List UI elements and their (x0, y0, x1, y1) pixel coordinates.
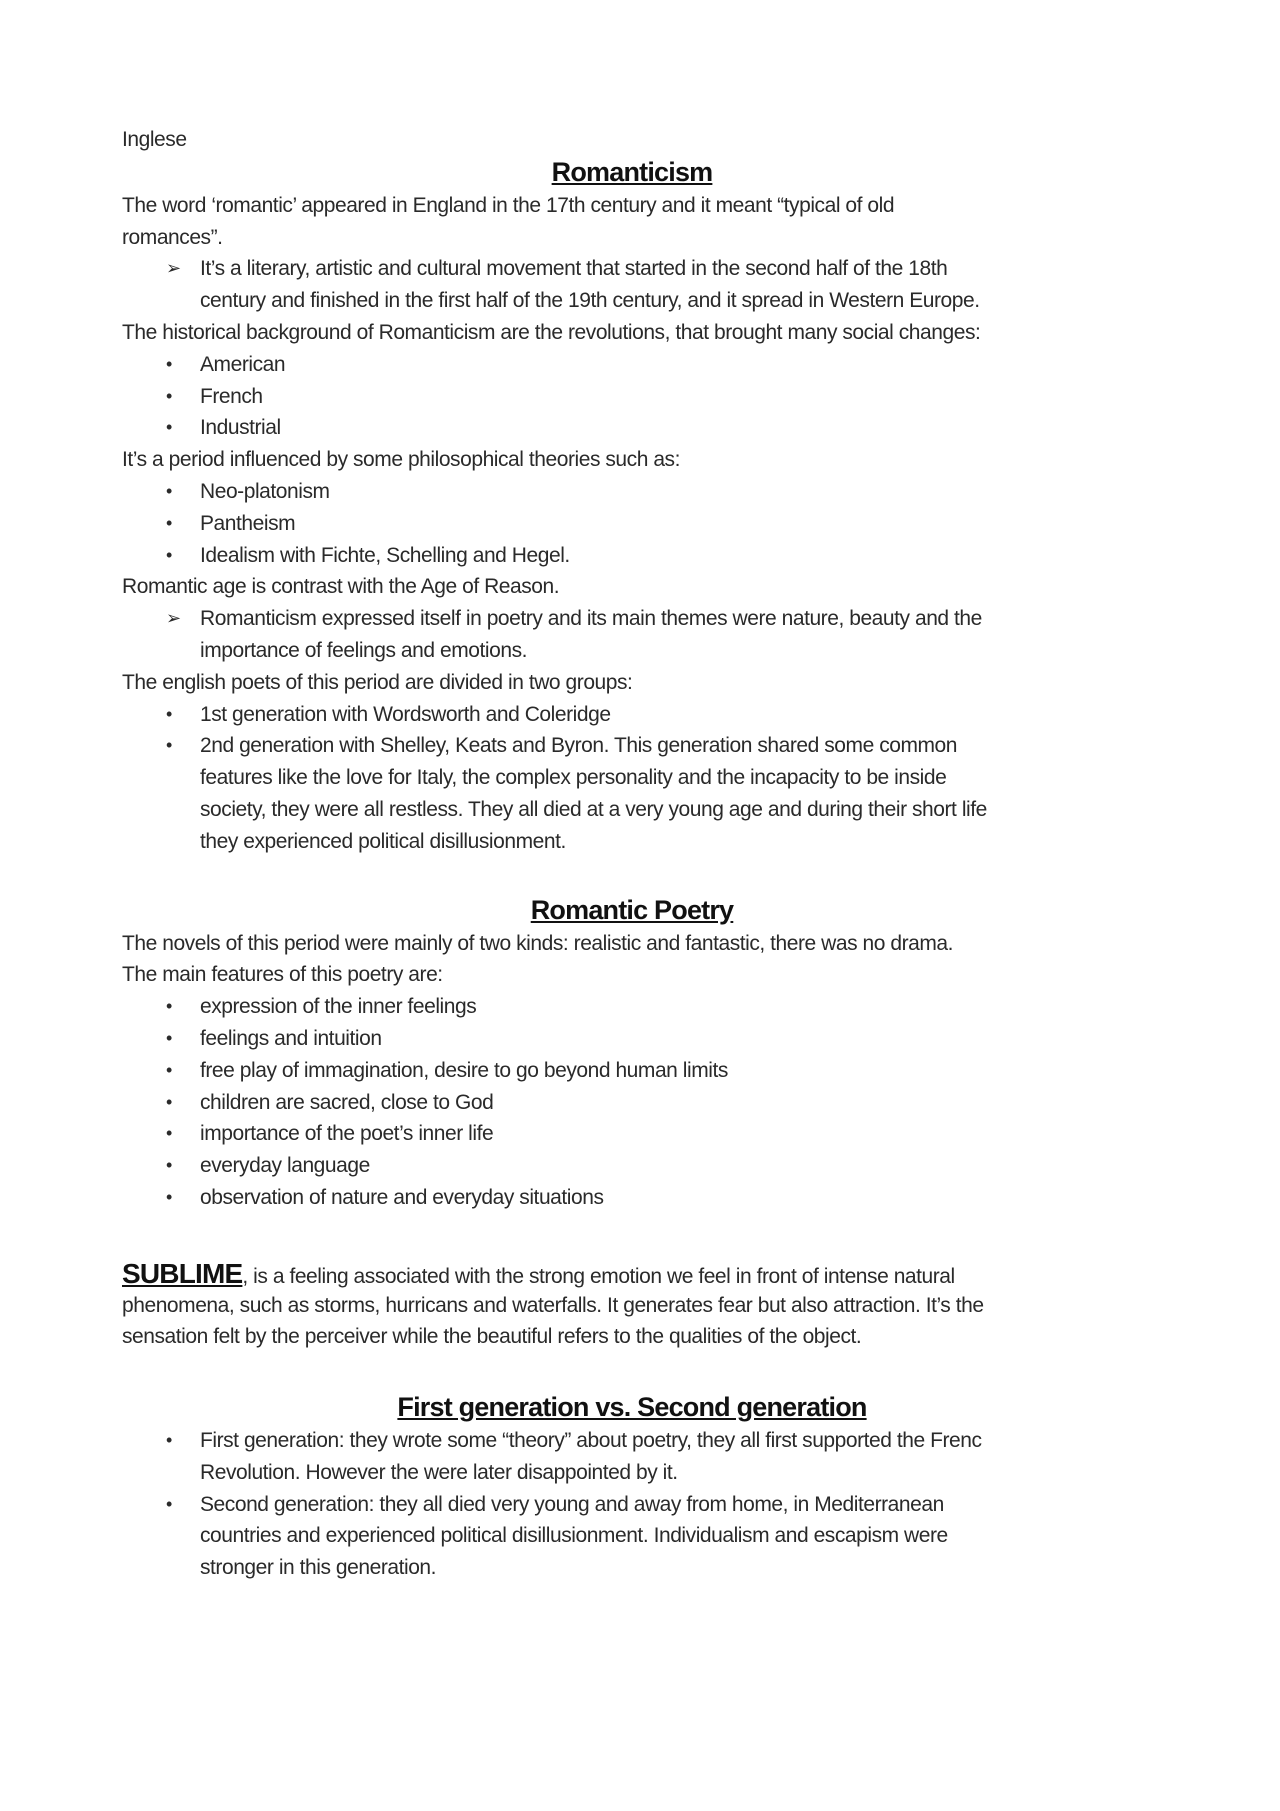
paragraph-line: It’s a period influenced by some philosophical theories such as: (122, 448, 680, 472)
list-item-cont: society, they were all restless. They all died at a very young age and during their short life (200, 797, 987, 821)
list-item (122, 1023, 1142, 1055)
paragraph-line: The novels of this period were mainly of two kinds: realistic and fantastic, there was no drama. (122, 931, 954, 955)
bullet-icon: • (166, 480, 172, 501)
bullet-icon: • (166, 1059, 172, 1080)
list-item-text: observation of nature and everyday situations (200, 1185, 604, 1209)
list-item-text: expression of the inner feelings (200, 995, 477, 1019)
list-item (122, 699, 1142, 731)
bullet-icon: • (166, 1027, 172, 1048)
heading-romantic-poetry: Romantic Poetry (530, 894, 734, 925)
list-item-text: free play of immagination, desire to go beyond human limits (200, 1058, 728, 1082)
arrow-item-text: Romanticism expressed itself in poetry and its main themes were nature, beauty and the (200, 607, 982, 631)
arrow-item-cont: importance of feelings and emotions. (200, 638, 527, 662)
list-item-cont: countries and experienced political disillusionment. Individualism and escapism were (200, 1524, 948, 1548)
list-item-text: Second generation: they all died very young and away from home, in Mediterranean (200, 1492, 944, 1516)
bullet-icon: • (166, 1123, 172, 1144)
bullet-icon: • (166, 1091, 172, 1112)
list-item-text: feelings and intuition (200, 1026, 382, 1050)
bullet-icon: • (166, 996, 172, 1017)
heading-romanticism: Romanticism (551, 156, 713, 187)
bullet-icon: • (166, 385, 172, 406)
sublime-line (122, 1258, 1142, 1290)
paragraph-line: The word ‘romantic’ appeared in England in the 17th century and it meant “typical of old (122, 193, 895, 217)
list-item (122, 991, 1142, 1023)
paragraph-line: The historical background of Romanticism are the revolutions, that brought many social changes: (122, 320, 981, 344)
list-item (122, 730, 1142, 762)
document-page (122, 124, 1142, 1584)
list-item (122, 1118, 1142, 1150)
list-item-text: Pantheism (200, 511, 296, 535)
arrow-item-text: It’s a literary, artistic and cultural movement that started in the second half of the 18th (200, 257, 948, 281)
arrow-item (122, 253, 1142, 285)
list-item (122, 1055, 1142, 1087)
paragraph-line: romances”. (122, 225, 223, 249)
list-item-text: Neo-platonism (200, 479, 330, 503)
sublime-text: , is a feeling associated with the strong emotion we feel in front of intense natural (242, 1264, 955, 1288)
paragraph-line: The english poets of this period are divided in two groups: (122, 670, 633, 694)
list-item (122, 1425, 1142, 1457)
heading-generations: First generation vs. Second generation (397, 1392, 867, 1423)
list-item-text: French (200, 384, 263, 408)
list-item-text: importance of the poet’s inner life (200, 1122, 494, 1146)
bullet-icon: • (166, 703, 172, 724)
list-item-cont: they experienced political disillusionment. (200, 829, 566, 853)
bullet-icon: • (166, 512, 172, 533)
list-item-text: everyday language (200, 1154, 370, 1178)
sublime-term: SUBLIME (122, 1257, 243, 1289)
arrow-item (122, 603, 1142, 635)
list-item (122, 508, 1142, 540)
list-item (122, 1087, 1142, 1119)
list-item-text: 2nd generation with Shelley, Keats and Byron. This generation shared some common (200, 734, 958, 758)
bullet-icon: • (166, 735, 172, 756)
list-item-text: First generation: they wrote some “theory” about poetry, they all first supported the Frenc (200, 1429, 982, 1453)
list-item-cont: stronger in this generation. (200, 1556, 437, 1580)
list-item-text: Industrial (200, 416, 281, 440)
bullet-icon: • (166, 1493, 172, 1514)
list-item (122, 1489, 1142, 1521)
paragraph-line: Romantic age is contrast with the Age of Reason. (122, 575, 560, 599)
arrow-bullet-icon: ➢ (166, 258, 181, 279)
list-item (122, 1182, 1142, 1214)
bullet-icon: • (166, 1155, 172, 1176)
paragraph-line: The main features of this poetry are: (122, 963, 443, 987)
arrow-item-cont: century and finished in the first half of the 19th century, and it spread in Western Europe. (200, 289, 980, 313)
list-item-text: Idealism with Fichte, Schelling and Hegel. (200, 543, 570, 567)
list-item (122, 381, 1142, 413)
list-item-cont: Revolution. However the were later disappointed by it. (200, 1460, 678, 1484)
bullet-icon: • (166, 417, 172, 438)
list-item-text: 1st generation with Wordsworth and Coleridge (200, 702, 611, 726)
paragraph-line: phenomena, such as storms, hurricans and waterfalls. It generates fear but also attraction. It’s the (122, 1293, 984, 1317)
list-item-text: children are sacred, close to God (200, 1090, 494, 1114)
bullet-icon: • (166, 353, 172, 374)
arrow-bullet-icon: ➢ (166, 608, 181, 629)
list-item (122, 540, 1142, 572)
list-item-cont: features like the love for Italy, the complex personality and the incapacity to be inside (200, 766, 947, 790)
list-item (122, 349, 1142, 381)
header-subject: Inglese (122, 128, 187, 151)
bullet-icon: • (166, 1186, 172, 1207)
list-item (122, 412, 1142, 444)
paragraph-line: sensation felt by the perceiver while the beautiful refers to the qualities of the object. (122, 1325, 862, 1349)
list-item (122, 1150, 1142, 1182)
bullet-icon: • (166, 544, 172, 565)
list-item (122, 476, 1142, 508)
list-item-text: American (200, 352, 286, 376)
bullet-icon: • (166, 1430, 172, 1451)
